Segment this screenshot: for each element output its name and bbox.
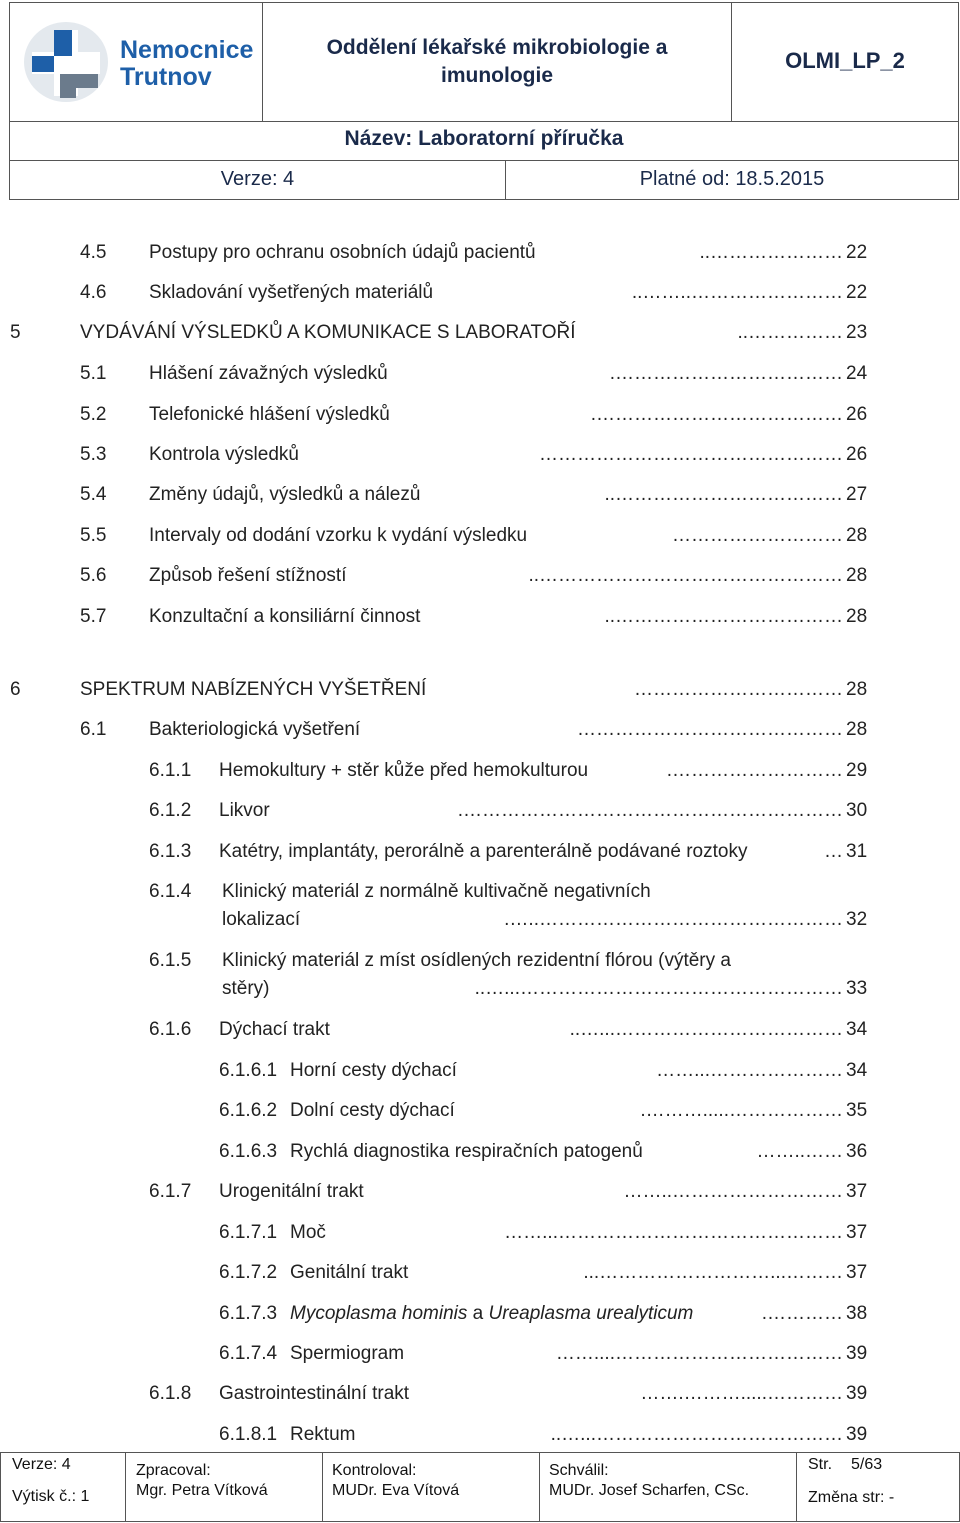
toc-row[interactable] xyxy=(0,1018,960,1042)
toc-title: Horní cesty dýchací xyxy=(290,1060,457,1081)
toc-leader-dots: ………...………………………... xyxy=(583,1262,843,1283)
toc-leader-dots: ……………………… xyxy=(672,525,843,546)
toc-page-number: 28 xyxy=(846,525,868,546)
toc-title: Hemokultury + stěr kůže před hemokulturou xyxy=(219,760,589,781)
toc-number: 5.5 xyxy=(80,525,107,546)
toc-title: Spermiogram xyxy=(290,1343,405,1364)
toc-leader-dots: ……………….....………. xyxy=(640,1100,843,1121)
toc-page-number: 37 xyxy=(846,1181,868,1202)
toc-leader-dots: ………………………..…… xyxy=(623,1181,843,1202)
toc-leader-dots: ………………………………………… xyxy=(539,444,843,465)
toc-page-number: 35 xyxy=(846,1100,868,1121)
toc-title: Způsob řešení stížností xyxy=(149,565,347,586)
toc-leader-dots: …………………………………. xyxy=(590,404,843,425)
toc-row[interactable] xyxy=(0,1099,960,1123)
toc-title-continued: stěry) xyxy=(222,978,270,999)
toc-row[interactable] xyxy=(0,1382,960,1406)
toc-leader-dots: ………………………………………….. xyxy=(528,565,843,586)
toc-title: Kontrola výsledků xyxy=(149,444,299,465)
toc-page-number: 24 xyxy=(846,363,868,384)
toc-title: Rektum xyxy=(290,1424,356,1445)
department-title-line1: Oddělení lékařské mikrobiologie a xyxy=(326,36,668,59)
toc-number: 4.6 xyxy=(80,282,107,303)
toc-number: 6.1 xyxy=(80,719,107,740)
toc-title: Intervaly od dodání vzorku k vydání výsledku xyxy=(149,525,528,546)
toc-row[interactable] xyxy=(0,880,960,932)
toc-number: 4.5 xyxy=(80,242,107,263)
toc-number: 6.1.6.2 xyxy=(219,1100,278,1121)
toc-row[interactable] xyxy=(0,949,960,1001)
toc-title: Konzultační a konsiliární činnost xyxy=(149,606,421,627)
toc-row[interactable] xyxy=(0,524,960,548)
toc-number: 6.1.6.1 xyxy=(219,1060,278,1081)
toc-number: 6.1.3 xyxy=(149,841,192,862)
toc-title: Skladování vyšetřených materiálů xyxy=(149,282,434,303)
toc-title: Klinický materiál z míst osídlených rezidentní flórou (výtěry a xyxy=(222,950,731,971)
toc-leader-dots: ………………………. xyxy=(666,760,843,781)
footer-page-label: Str. xyxy=(808,1456,833,1473)
toc-number: 6.1.7 xyxy=(149,1181,192,1202)
toc-page-number: 22 xyxy=(846,242,868,263)
toc-page-number: 38 xyxy=(846,1303,868,1324)
document-code: OLMI_LP_2 xyxy=(785,48,905,73)
toc-leader-dots: ……………………………….. xyxy=(604,606,843,627)
toc-page-number: 32 xyxy=(846,909,868,930)
toc-row[interactable] xyxy=(0,281,960,305)
toc-row[interactable] xyxy=(0,718,960,742)
toc-leader-dots: …………………………… xyxy=(634,679,843,700)
toc-row[interactable] xyxy=(0,799,960,823)
toc-leader-dots: …………………………………...….. xyxy=(550,1424,843,1445)
toc-title: Změny údajů, výsledků a nálezů xyxy=(149,484,421,505)
toc-leader-dots: ………………………………………...…… xyxy=(504,1222,843,1243)
toc-page-number: 26 xyxy=(846,404,868,425)
toc-leader-dots: ……………………………….. xyxy=(604,484,843,505)
toc-number: 6.1.7.1 xyxy=(219,1222,278,1243)
toc-number: 6.1.7.4 xyxy=(219,1343,278,1364)
toc-row[interactable] xyxy=(0,241,960,265)
toc-leader-dots: ………….....……….…… xyxy=(640,1383,843,1404)
toc-number: 6 xyxy=(10,679,21,700)
toc-leader-dots: … xyxy=(824,841,843,862)
footer-version: Verze: 4 xyxy=(12,1456,71,1473)
toc-leader-dots: …………………………………………..…. xyxy=(504,909,843,930)
toc-page-number: 22 xyxy=(846,282,868,303)
toc-row[interactable] xyxy=(0,564,960,588)
toc-title: Moč xyxy=(290,1222,326,1243)
toc-row[interactable] xyxy=(0,1059,960,1083)
toc-title: Gastrointestinální trakt xyxy=(219,1383,410,1404)
toc-row[interactable] xyxy=(0,1261,960,1285)
toc-number: 5 xyxy=(10,322,21,343)
toc-number: 6.1.5 xyxy=(149,950,192,971)
toc-page-number: 33 xyxy=(846,978,868,999)
toc-leader-dots: ……..…… xyxy=(756,1141,843,1162)
toc-title-italic: Mycoplasma hominis a Ureaplasma urealyticum xyxy=(290,1303,694,1324)
toc-leader-dots: ………………………………. xyxy=(609,363,843,384)
toc-page-number: 37 xyxy=(846,1222,868,1243)
toc-title: Hlášení závažných výsledků xyxy=(149,363,388,384)
toc-leader-dots: …………………...…… xyxy=(656,1060,843,1081)
department-title-line2: imunologie xyxy=(441,64,553,87)
toc-row[interactable] xyxy=(0,1140,960,1164)
toc-number: 5.7 xyxy=(80,606,107,627)
toc-title: SPEKTRUM NABÍZENÝCH VYŠETŘENÍ xyxy=(80,679,427,700)
toc-title: Klinický materiál z normálně kultivačně negativních xyxy=(222,881,651,902)
toc-row[interactable] xyxy=(0,483,960,507)
toc-leader-dots: …………….. xyxy=(737,322,843,343)
toc-title: Katétry, implantáty, perorálně a parenterálně podávané roztoky xyxy=(219,841,748,862)
toc-page-number: 39 xyxy=(846,1424,868,1445)
toc-number: 6.1.6 xyxy=(149,1019,192,1040)
toc-page-number: 28 xyxy=(846,565,868,586)
toc-page-number: 31 xyxy=(846,841,868,862)
toc-leader-dots: ……………………………………………...….. xyxy=(474,978,843,999)
footer-approved-name: MUDr. Josef Scharfen, CSc. xyxy=(549,1482,750,1499)
footer-checked-name: MUDr. Eva Vítová xyxy=(332,1482,460,1499)
toc-title: Postupy pro ochranu osobních údajů pacientů xyxy=(149,242,536,263)
toc-leader-dots: ………………………………...….. xyxy=(569,1019,843,1040)
toc-row[interactable] xyxy=(0,1180,960,1204)
footer-prepared-name: Mgr. Petra Vítková xyxy=(136,1482,268,1499)
document-name: Název: Laboratorní příručka xyxy=(344,127,624,150)
toc-row[interactable] xyxy=(0,605,960,629)
toc-page-number: 39 xyxy=(846,1343,868,1364)
toc-number: 6.1.7.3 xyxy=(219,1303,278,1324)
toc-page-number: 37 xyxy=(846,1262,868,1283)
toc-leader-dots: …………. xyxy=(761,1303,843,1324)
logo-text-line1: Nemocnice xyxy=(120,36,254,64)
footer-prepared-label: Zpracoval: xyxy=(136,1462,211,1479)
toc-page-number: 26 xyxy=(846,444,868,465)
toc-number: 6.1.1 xyxy=(149,760,192,781)
toc-row[interactable] xyxy=(0,443,960,467)
toc-title: Rychlá diagnostika respiračních patogenů xyxy=(290,1141,643,1162)
logo-text-line2: Trutnov xyxy=(120,63,212,91)
toc-number: 5.6 xyxy=(80,565,107,586)
footer-approved-label: Schválil: xyxy=(549,1462,609,1479)
toc-title: Telefonické hlášení výsledků xyxy=(149,404,390,425)
toc-number: 6.1.7.2 xyxy=(219,1262,278,1283)
toc-page-number: 28 xyxy=(846,679,868,700)
toc-row[interactable] xyxy=(0,1302,960,1326)
toc-number: 6.1.8 xyxy=(149,1383,192,1404)
toc-page-number: 28 xyxy=(846,719,868,740)
footer-checked-label: Kontroloval: xyxy=(332,1462,417,1479)
header-version: Verze: 4 xyxy=(220,168,295,190)
toc-title: Dolní cesty dýchací xyxy=(290,1100,455,1121)
toc-page-number: 39 xyxy=(846,1383,868,1404)
toc-row[interactable] xyxy=(0,678,960,702)
toc-leader-dots: ………………….. xyxy=(699,242,843,263)
toc-row[interactable] xyxy=(0,321,960,345)
toc-number: 6.1.8.1 xyxy=(219,1424,278,1445)
toc-row[interactable] xyxy=(0,759,960,783)
toc-title: VYDÁVÁNÍ VÝSLEDKŮ A KOMUNIKACE S LABORATOŘÍ xyxy=(80,322,576,343)
toc-number: 6.1.2 xyxy=(149,800,192,821)
toc-title: Likvor xyxy=(219,800,270,821)
toc-page-number: 34 xyxy=(846,1060,868,1081)
toc-page-number: 29 xyxy=(846,760,868,781)
toc-number: 5.1 xyxy=(80,363,107,384)
toc-page-number: 27 xyxy=(846,484,868,505)
toc-page-number: 28 xyxy=(846,606,868,627)
toc-row[interactable] xyxy=(0,403,960,427)
toc-page-number: 34 xyxy=(846,1019,868,1040)
toc-leader-dots: ………………………………....…… xyxy=(555,1343,843,1364)
footer-print-number: Výtisk č.: 1 xyxy=(12,1488,90,1505)
toc-page-number: 23 xyxy=(846,322,868,343)
toc-number: 6.1.6.3 xyxy=(219,1141,278,1162)
toc-title: Urogenitální trakt xyxy=(219,1181,364,1202)
toc-number: 5.4 xyxy=(80,484,107,505)
toc-page-number: 30 xyxy=(846,800,868,821)
footer-change: Změna str: - xyxy=(808,1489,895,1506)
toc-number: 6.1.4 xyxy=(149,881,192,902)
toc-leader-dots: ……………………………………………………. xyxy=(457,800,843,821)
toc-row[interactable] xyxy=(0,1221,960,1245)
toc-leader-dots: ……………………..…….. xyxy=(631,282,843,303)
toc-row[interactable] xyxy=(0,840,960,864)
toc-page-number: 36 xyxy=(846,1141,868,1162)
toc-title-continued: lokalizací xyxy=(222,909,301,930)
toc-leader-dots: …………………………………… xyxy=(577,719,843,740)
header-valid-from: Platné od: 18.5.2015 xyxy=(639,168,825,190)
toc-number: 5.3 xyxy=(80,444,107,465)
toc-number: 5.2 xyxy=(80,404,107,425)
toc-row[interactable] xyxy=(0,1342,960,1366)
toc-row[interactable] xyxy=(0,362,960,386)
toc-title: Dýchací trakt xyxy=(219,1019,330,1040)
toc-title: Genitální trakt xyxy=(290,1262,409,1283)
toc-row[interactable] xyxy=(0,1423,960,1447)
toc-title: Bakteriologická vyšetření xyxy=(149,719,361,740)
footer-page-value: 5/63 xyxy=(851,1456,883,1473)
